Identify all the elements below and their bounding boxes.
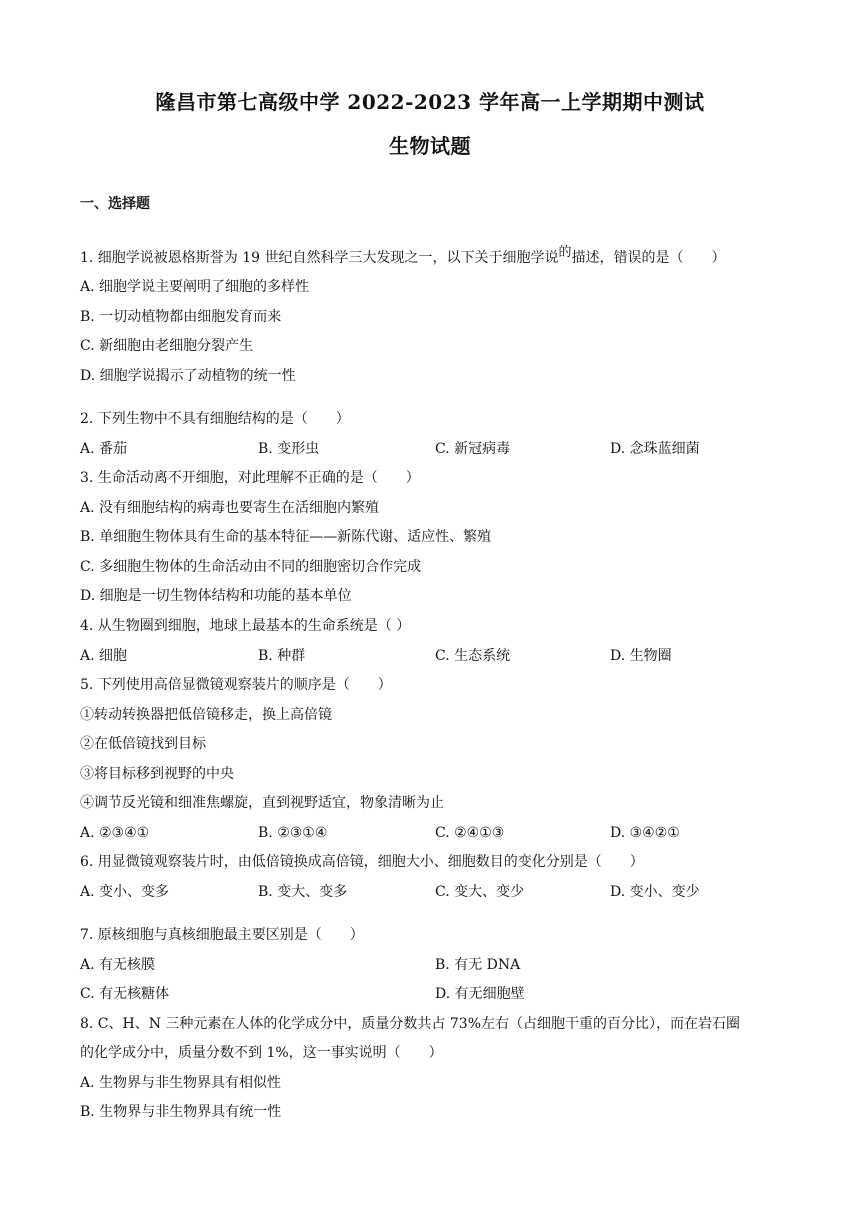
question-4-stem: 4. 从生物圈到细胞，地球上最基本的生命系统是（ ）: [80, 618, 411, 634]
question-3-option-b: B. 单细胞生物体具有生命的基本特征——新陈代谢、适应性、繁殖: [80, 529, 492, 545]
question-3-option-d: D. 细胞是一切生物体结构和功能的基本单位: [80, 588, 352, 604]
question-4-option-d: D. 生物圈: [610, 648, 672, 664]
question-1-option-d: D. 细胞学说揭示了动植物的统一性: [80, 368, 296, 384]
question-6-option-c: C. 变大、变少: [435, 884, 525, 900]
question-7-option-c: C. 有无核糖体: [80, 986, 170, 1002]
question-2-option-c: C. 新冠病毒: [435, 441, 511, 457]
question-3-option-c: C. 多细胞生物体的生命活动由不同的细胞密切合作完成: [80, 559, 422, 575]
question-8-stem-line2: 的化学成分中，质量分数不到 1%，这一事实说明（ ）: [80, 1045, 443, 1061]
question-5-step-1: ①转动转换器把低倍镜移走，换上高倍镜: [80, 707, 332, 723]
question-3-option-a: A. 没有细胞结构的病毒也要寄生在活细胞内繁殖: [80, 500, 380, 516]
question-8-stem-line1: 8. C、H、N 三种元素在人体的化学成分中，质量分数共占 73%左右（占细胞干重的百分比），而在岩石圈: [80, 1016, 740, 1032]
question-4-option-c: C. 生态系统: [435, 648, 511, 664]
question-1-stem-superscript: 的: [558, 245, 572, 260]
question-2-option-b: B. 变形虫: [258, 441, 320, 457]
question-5-option-c: C. ②④①③: [435, 825, 505, 841]
question-5-option-b: B. ②③①④: [258, 825, 328, 841]
question-1-option-a: A. 细胞学说主要阐明了细胞的多样性: [80, 279, 310, 295]
question-8-option-a: A. 生物界与非生物界具有相似性: [80, 1075, 282, 1091]
question-7-option-a: A. 有无核膜: [80, 957, 156, 973]
question-8-option-b: B. 生物界与非生物界具有统一性: [80, 1104, 282, 1120]
question-5-option-d: D. ③④②①: [610, 825, 680, 841]
question-7-stem: 7. 原核细胞与真核细胞最主要区别是（ ）: [80, 927, 364, 943]
question-2-option-d: D. 念珠蓝细菌: [610, 441, 700, 457]
question-5-stem: 5. 下列使用高倍显微镜观察装片的顺序是（ ）: [80, 677, 392, 693]
question-5-option-a: A. ②③④①: [80, 825, 150, 841]
question-5-step-2: ②在低倍镜找到目标: [80, 736, 206, 752]
exam-subtitle: 生物试题: [389, 134, 471, 158]
question-2-option-a: A. 番茄: [80, 441, 128, 457]
question-4-option-a: A. 细胞: [80, 648, 128, 664]
question-6-stem: 6. 用显微镜观察装片时，由低倍镜换成高倍镜，细胞大小、细胞数目的变化分别是（ ）: [80, 854, 644, 870]
question-5-step-3: ③将目标移到视野的中央: [80, 766, 234, 782]
section-heading: 一、选择题: [80, 196, 150, 212]
question-2-stem: 2. 下列生物中不具有细胞结构的是（ ）: [80, 411, 350, 427]
question-1-option-c: C. 新细胞由老细胞分裂产生: [80, 338, 254, 354]
question-6-option-b: B. 变大、变多: [258, 884, 348, 900]
question-1-stem: [80, 245, 726, 268]
question-1-option-b: B. 一切动植物都由细胞发育而来: [80, 309, 282, 325]
question-4-option-b: B. 种群: [258, 648, 306, 664]
exam-title: 隆昌市第七高级中学 2022-2023 学年高一上学期期中测试: [155, 90, 705, 114]
question-3-stem: 3. 生命活动离不开细胞，对此理解不正确的是（ ）: [80, 470, 420, 486]
question-1-stem-part1: 1. 细胞学说被恩格斯誉为 19 世纪自然科学三大发现之一，以下关于细胞学说: [80, 250, 559, 266]
question-7-option-b: B. 有无 DNA: [435, 957, 521, 973]
question-6-option-a: A. 变小、变多: [80, 884, 170, 900]
question-5-step-4: ④调节反光镜和细准焦螺旋，直到视野适宜，物象清晰为止: [80, 795, 444, 811]
question-7-option-d: D. 有无细胞壁: [435, 986, 525, 1002]
question-1-stem-part2: 描述，错误的是（ ）: [571, 250, 726, 266]
question-6-option-d: D. 变小、变少: [610, 884, 700, 900]
